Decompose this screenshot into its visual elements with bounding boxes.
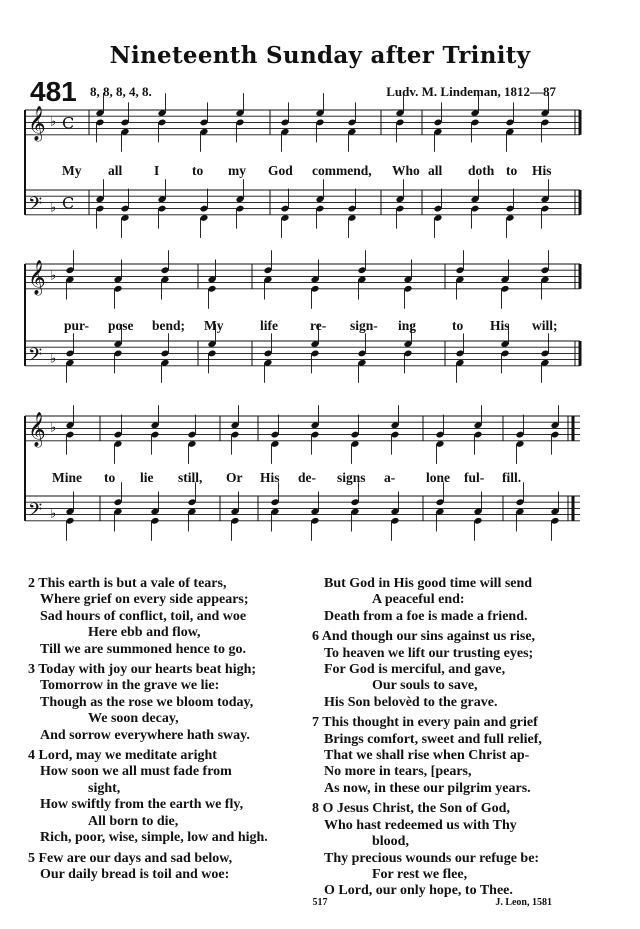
verse-line: How soon we all must fade from (40, 764, 232, 780)
lyric-syllable: ful- (464, 470, 485, 485)
verse-line: For God is merciful, and gave, (324, 662, 506, 678)
composer-credit: Ludv. M. Lindeman, 1812—87 (386, 84, 556, 99)
lyric-syllable: pose (108, 318, 134, 333)
key-signature-flat: ♭ (50, 419, 57, 435)
lyric-syllable: ing (398, 318, 417, 333)
lyric-syllable: re- (310, 318, 327, 333)
lyric-syllable: still, (178, 470, 203, 485)
verse-number: 5 (28, 850, 39, 866)
lyric-syllable: to (104, 470, 116, 485)
lyric-syllable: His (532, 163, 552, 178)
verse-number: 2 (28, 576, 39, 591)
verse-number: 4 (28, 748, 39, 764)
verse-number: 6 (312, 629, 322, 645)
lyric-syllable: My (62, 163, 82, 178)
hymn-title: Nineteenth Sunday after Trinity (109, 42, 531, 69)
verse-first-line: But God in His good time will send (324, 576, 533, 591)
key-signature-flat: ♭ (50, 350, 57, 366)
verse-line: To heaven we lift our trusting eyes; (324, 645, 534, 661)
meter: 8, 8, 8, 4, 8. (90, 84, 152, 99)
verse-text: Today with joy our hearts beat high; (38, 662, 257, 678)
verse-line: Tomorrow in the grave we lie: (40, 678, 220, 694)
key-signature-flat: ♭ (50, 113, 57, 129)
lyric-syllable: a- (384, 470, 396, 485)
verse-line: As now, in these our pilgrim years. (324, 780, 531, 796)
lyric-syllable: lie (140, 470, 154, 485)
bass-clef: 𝄢 (28, 344, 43, 370)
verse-line: How swiftly from the earth we fly, (40, 797, 244, 813)
bass-clef: 𝄢 (28, 499, 43, 525)
verse-first-line (28, 662, 318, 678)
verse-line: Our souls to save, (372, 678, 478, 694)
verse-line: No more in tears, [pears, (324, 764, 472, 780)
key-signature-flat: ♭ (50, 505, 57, 521)
verse-line: We soon decay, (88, 711, 179, 727)
verse-text: And though our sins against us rise, (321, 629, 536, 645)
verse-number: 7 (312, 715, 323, 731)
verse-line: O Lord, our only hope, to Thee. (324, 883, 513, 899)
lyric-syllable: lone (426, 470, 451, 485)
verse-text: O Jesus Christ, the Son of God, (322, 801, 510, 817)
verse-text: Few are our days and sad below, (38, 850, 233, 866)
verses-left-column (28, 576, 318, 887)
lyric-syllable: My (204, 318, 224, 333)
verse-line: Thy precious wounds our refuge be: (324, 850, 540, 866)
verse-line: Our daily bread is toil and woe: (40, 866, 230, 882)
lyric-syllable: all (428, 163, 443, 178)
verse-line: Death from a foe is made a friend. (324, 608, 528, 624)
verse-first-line (312, 801, 612, 817)
verse-line: blood, (372, 834, 409, 850)
verse-line: Here ebb and flow, (88, 625, 201, 641)
lyric-syllable: fill. (502, 470, 522, 485)
lyric-syllable: my (228, 163, 246, 178)
treble-clef: 𝄞 (28, 259, 46, 295)
verse-line: Brings comfort, sweet and full relief, (324, 731, 542, 747)
verse-first-line (312, 629, 612, 645)
key-signature-flat: ♭ (50, 267, 57, 283)
lyric-syllable: pur- (64, 318, 90, 333)
verse-line: A peaceful end: (372, 592, 465, 608)
lyric-syllable: His (260, 470, 280, 485)
key-signature-flat: ♭ (50, 199, 57, 215)
lyrics-line-2 (0, 318, 640, 336)
verse-first-line (28, 576, 318, 592)
treble-clef: 𝄞 (28, 411, 46, 447)
lyric-syllable: Who (392, 163, 420, 178)
verse-line: All born to die, (88, 813, 179, 829)
text-credit: J. Leon, 1581 (495, 897, 552, 908)
verse-line: Who hast redeemed us with Thy (324, 817, 517, 833)
lyrics-line-1 (0, 163, 640, 181)
lyric-syllable: Mine (52, 470, 82, 485)
treble-clef: 𝄞 (28, 105, 46, 141)
lyric-syllable: life (260, 318, 278, 333)
verse-line: Rich, poor, wise, simple, low and high. (40, 830, 268, 846)
lyric-syllable: God (268, 163, 293, 178)
verse-text: This thought in every pain and grief (322, 715, 538, 731)
lyric-syllable: I (154, 163, 160, 178)
verse-line: Where grief on every side appears; (40, 592, 249, 608)
verse-number: 3 (28, 662, 39, 678)
verse-line: His Son belovèd to the grave. (324, 694, 498, 710)
hymn-number: 481 (30, 76, 77, 107)
lyric-syllable: sign- (350, 318, 378, 333)
lyric-syllable: Or (226, 470, 243, 485)
verse-first-line (312, 715, 612, 731)
lyric-syllable: to (506, 163, 518, 178)
verse-first-line (28, 748, 318, 764)
verse-first-line (28, 851, 318, 867)
verse-text: This earth is but a vale of tears, (38, 576, 227, 591)
verse-line: Though as the rose we bloom today, (40, 694, 254, 710)
lyrics-line-3 (0, 470, 640, 488)
verse-text: Lord, may we meditate aright (38, 748, 217, 764)
verse-spacer (28, 883, 318, 887)
verses-right-column (312, 576, 612, 904)
lyric-syllable: will; (532, 318, 558, 333)
lyric-syllable: commend, (312, 163, 372, 178)
verse-line: sight, (88, 780, 121, 796)
lyric-syllable: all (108, 163, 123, 178)
bass-clef: 𝄢 (28, 193, 43, 219)
verse-number: 8 (312, 801, 323, 817)
lyric-syllable: bend; (152, 318, 186, 333)
verse-line: And sorrow everywhere hath sway. (40, 727, 250, 743)
lyric-syllable: signs (337, 470, 366, 485)
time-signature: C (62, 193, 75, 213)
lyric-syllable: His (490, 318, 510, 333)
verse-line: Till we are summoned hence to go. (40, 641, 246, 657)
lyric-syllable: to (452, 318, 464, 333)
page-number: 517 (312, 897, 328, 908)
verse-line: That we shall rise when Christ ap- (324, 748, 530, 764)
lyric-syllable: to (192, 163, 204, 178)
verse-line: For rest we flee, (372, 866, 468, 882)
lyric-syllable: de- (298, 470, 316, 485)
lyric-syllable: doth (468, 163, 495, 178)
time-signature: C (62, 113, 75, 133)
verse-line: Sad hours of conflict, toil, and woe (40, 608, 247, 624)
